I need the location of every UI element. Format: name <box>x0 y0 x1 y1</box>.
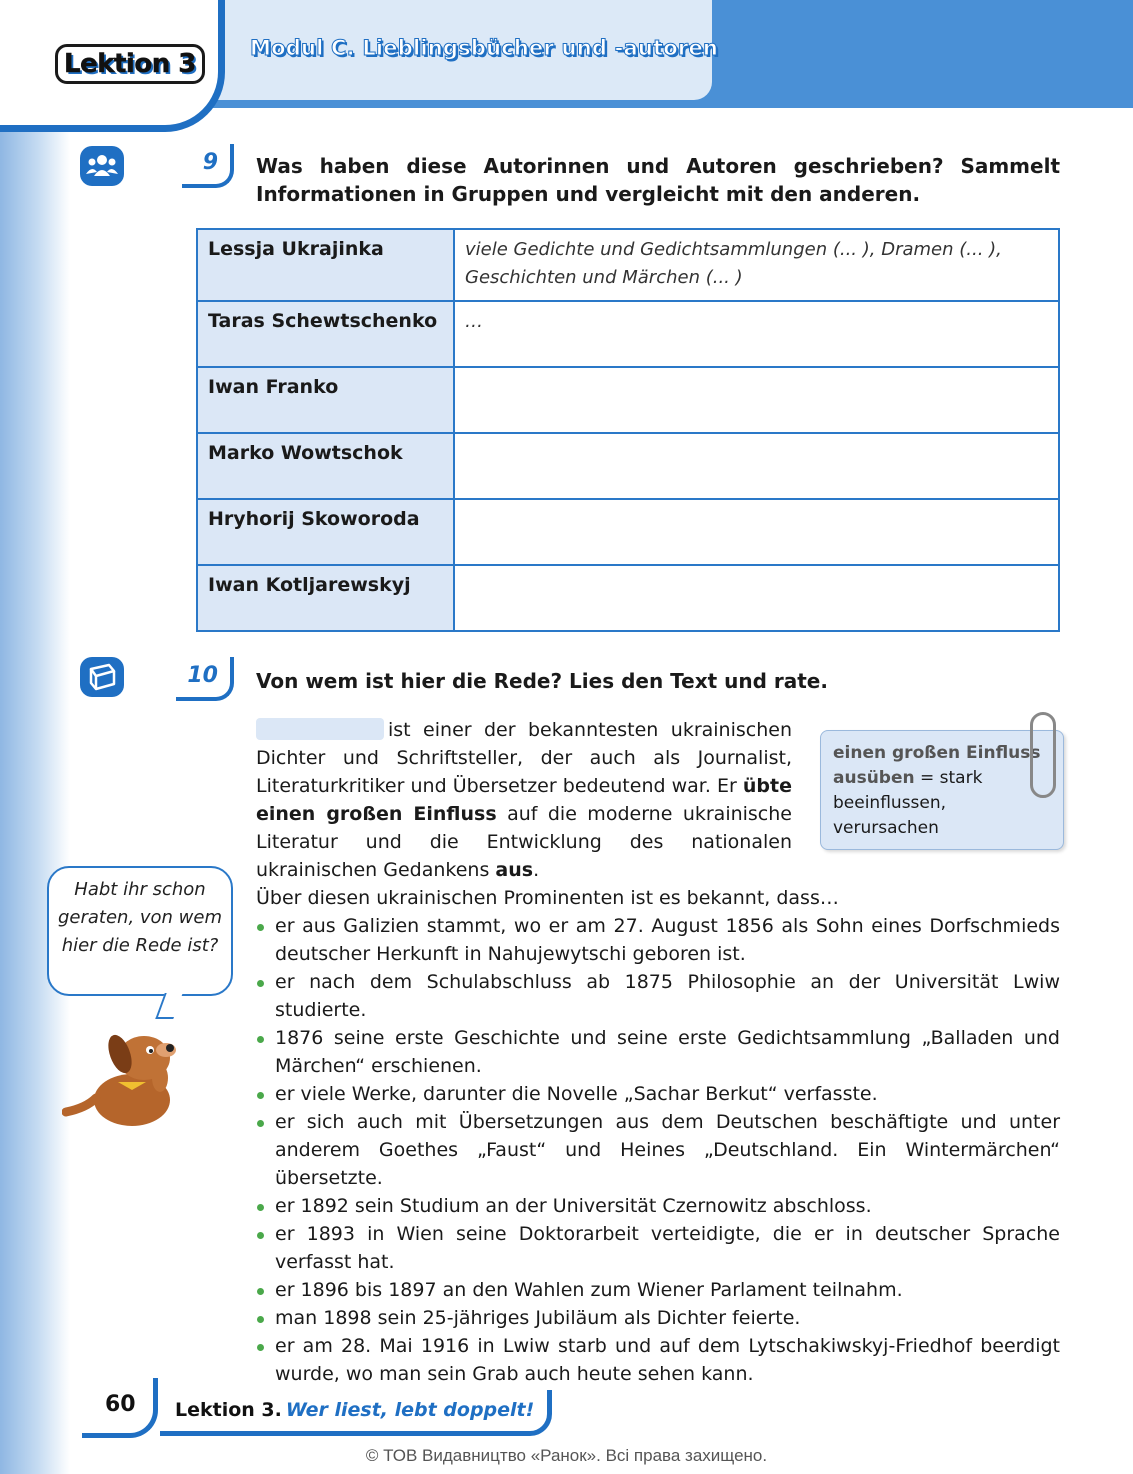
paperclip-icon <box>1030 712 1056 798</box>
vocabulary-note <box>820 730 1064 850</box>
list-item: er nach dem Schulabschluss ab 1875 Philosophie an der Universität Lwiw studierte. <box>256 968 1060 1024</box>
list-item: 1876 seine erste Geschichte und seine erste Gedichtsammlung „Balladen und Märchen“ erschienen. <box>256 1024 1060 1080</box>
copyright: © ТОВ Видавництво «Ранок». Всі права захищено. <box>365 1446 768 1465</box>
note-definition: = stark beeinflussen, verursachen <box>833 768 983 838</box>
authors-table <box>196 228 1060 632</box>
author-works <box>454 565 1059 631</box>
task-10-instruction: Von wem ist hier die Rede? Lies den Text und rate. <box>256 669 828 693</box>
table-row <box>197 499 1059 565</box>
list-item: er 1892 sein Studium an der Universität Czernowitz abschloss. <box>256 1192 1060 1220</box>
author-works <box>454 367 1059 433</box>
facts-intro: Über diesen ukrainischen Prominenten ist es bekannt, dass… <box>256 887 839 909</box>
facts-list <box>256 912 1060 1388</box>
list-item: er am 28. Mai 1916 in Lwiw starb und auf dem Lytschakiwskyj-Friedhof beerdigt wurde, wo man sein Grab auch heute sehen kann. <box>256 1332 1060 1388</box>
table-row <box>197 229 1059 301</box>
author-name: Iwan Franko <box>197 367 454 433</box>
left-margin-strip <box>0 0 70 1474</box>
author-name: Hryhorij Skoworoda <box>197 499 454 565</box>
list-item: er sich auch mit Übersetzungen aus dem Deutschen beschäftigte und unter anderem Goethes „Faust“ und Heines „Deutschland. Ein Wintermärchen“ übersetzte. <box>256 1108 1060 1192</box>
author-works <box>454 499 1059 565</box>
author-name: Marko Wowtschok <box>197 433 454 499</box>
footer-lesson: Lektion 3. <box>175 1399 282 1421</box>
author-name: Taras Schewtschenko <box>197 301 454 367</box>
list-item: er viele Werke, darunter die Novelle „Sachar Berkut“ verfasste. <box>256 1080 1060 1108</box>
author-name: Lessja Ukrajinka <box>197 229 454 301</box>
list-item: er aus Galizien stammt, wo er am 27. August 1856 als Sohn eines Dorfschmieds deutscher Herkunft in Nahujewytschi geboren ist. <box>256 912 1060 968</box>
page-number: 60 <box>105 1392 136 1417</box>
task-9-instruction: Was haben diese Autorinnen und Autoren geschrieben? Sammelt Informationen in Gruppen und vergleicht mit den anderen. <box>256 154 1060 206</box>
footer-lesson-title: Wer liest, lebt doppelt! <box>285 1399 535 1421</box>
author-works: … <box>454 301 1059 367</box>
list-item: er 1896 bis 1897 an den Wahlen zum Wiener Parlament teilnahm. <box>256 1276 1060 1304</box>
author-name: Iwan Kotljarewskyj <box>197 565 454 631</box>
task-9-number: 9 <box>182 144 234 188</box>
task-10-number: 10 <box>176 657 234 701</box>
task-10-paragraph: ist einer der bekanntesten ukrainischen Dichter und Schriftsteller, der auch als Journalist, Literaturkritiker und Übersetzer bedeutend war. Er übte einen großen Einfluss auf die moderne ukrainische Literatur und die Entwicklung des nationalen ukrainischen Gedankens aus. <box>256 719 792 881</box>
table-row <box>197 367 1059 433</box>
table-row <box>197 565 1059 631</box>
author-works <box>454 433 1059 499</box>
author-works: viele Gedichte und Gedichtsammlungen (... ), Dramen (... ), Geschichten und Märchen (... ) <box>454 229 1059 301</box>
lesson-label: Lektion 3 <box>55 44 205 84</box>
footer-title <box>175 1399 534 1421</box>
speech-bubble-tail <box>155 993 182 1019</box>
hidden-name-blank <box>256 718 384 740</box>
list-item: er 1893 in Wien seine Doktorarbeit verteidigte, die er in deutscher Sprache verfasst hat. <box>256 1220 1060 1276</box>
table-row <box>197 433 1059 499</box>
note-term: einen großen Einfluss ausüben <box>833 743 1041 788</box>
list-item: man 1898 sein 25-jähriges Jubiläum als Dichter feierte. <box>256 1304 1060 1332</box>
book-icon <box>80 657 124 697</box>
group-icon <box>80 146 124 186</box>
speech-bubble: Habt ihr schon geraten, von wem hier die Rede ist? <box>47 866 233 996</box>
module-title: Modul C. Lieblingsbücher und -autoren <box>250 36 719 60</box>
table-row <box>197 301 1059 367</box>
dog-mascot-icon <box>62 1020 192 1130</box>
